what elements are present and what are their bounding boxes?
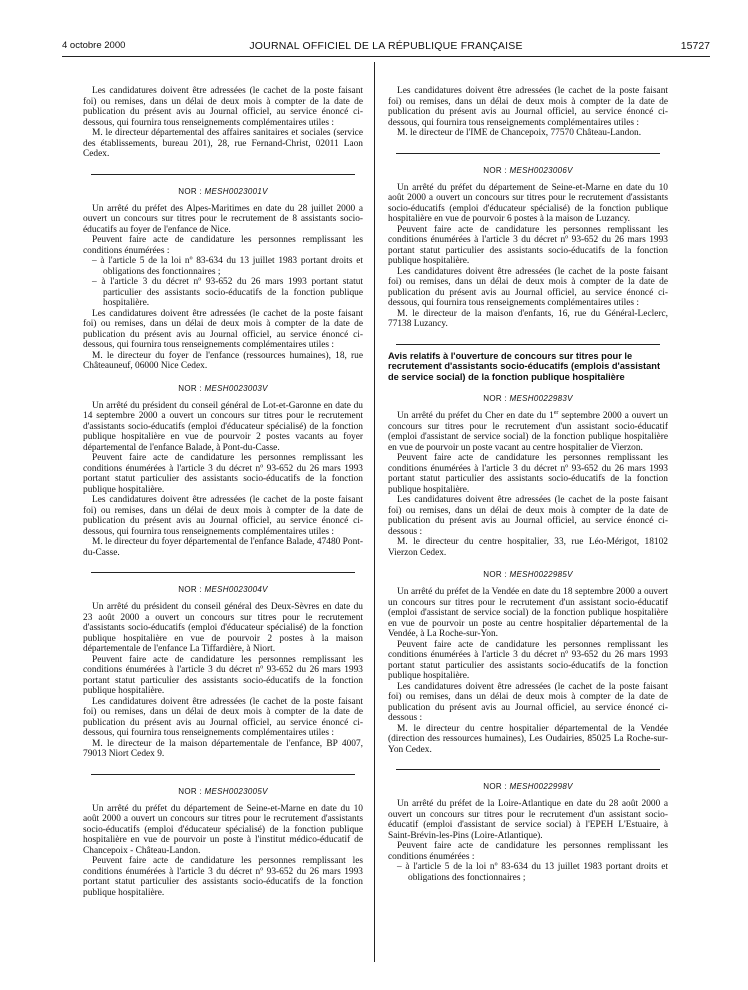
body-paragraph: M. le directeur du centre hospitalier départemental de la Vendée (direction des ressources humaines), Les Oudairies, 85025 La Roche-sur-Yon Cedex. bbox=[388, 723, 668, 755]
nor-reference bbox=[83, 787, 363, 796]
section-separator bbox=[91, 572, 355, 573]
nor-label: NOR : bbox=[178, 383, 202, 393]
body-paragraph: M. le directeur du centre hospitalier, 33, rue Léo-Mérigot, 18102 Vierzon Cedex. bbox=[388, 537, 668, 558]
nor-code: MESH0023005V bbox=[204, 786, 268, 796]
body-paragraph: Un arrêté du préfet des Alpes-Maritimes en date du 28 juillet 2000 a ouvert un concours sur titres pour le recrutement de 8 assistants socio-éducatifs au foyer de l'enfance de Nice. bbox=[83, 203, 363, 235]
nor-code: MESH0022983V bbox=[509, 394, 573, 404]
body-paragraph: Peuvent faire acte de candidature les personnes remplissant les conditions énumérées : bbox=[388, 841, 668, 862]
body-paragraph: Les candidatures doivent être adressées (le cachet de la poste faisant foi) ou remises, dans un délai de deux mois à compter de la date de publication du présent avis au Journal officiel, au service énoncé ci-dessous : bbox=[388, 495, 668, 537]
body-paragraph: Un arrêté du préfet du département de Seine-et-Marne en date du 10 août 2000 a ouvert un concours sur titres pour le recrutement d'assistants socio-éducatifs (emploi d'éducateur spécialisé) de la fonction publique hospitalière en vue de pourvoir 6 postes à la maison de Luzancy. bbox=[388, 182, 668, 224]
nor-label: NOR : bbox=[178, 186, 202, 196]
body-paragraph: Les candidatures doivent être adressées (le cachet de la poste faisant foi) ou remises, dans un délai de deux mois à compter de la date de publication du présent avis au Journal officiel, au service énoncé ci-dessous, qui fournira tous renseignements complémentaires utiles : bbox=[83, 308, 363, 350]
list-item: – à l'article 5 de la loi nº 83-634 du 13 juillet 1983 portant droits et obligations des fonctionnaires ; bbox=[397, 862, 668, 883]
body-paragraph: M. le directeur de la maison départementale de l'enfance, BP 4007, 79013 Niort Cedex 9. bbox=[83, 738, 363, 759]
nor-label: NOR : bbox=[178, 585, 202, 594]
nor-code: MESH0022998V bbox=[509, 782, 573, 792]
issue-date: 4 octobre 2000 bbox=[62, 40, 126, 51]
body-paragraph: Les candidatures doivent être adressées (le cachet de la poste faisant foi) ou remises, dans un délai de deux mois à compter de la date de publication du présent avis au Journal officiel, au service énoncé ci-dessous, qui fournira tous renseignements complémentaires utiles : bbox=[388, 266, 668, 308]
ordinal-suffix: er bbox=[553, 410, 559, 417]
nor-code: MESH0023004V bbox=[204, 585, 268, 594]
list-item: – à l'article 3 du décret nº 93-652 du 26 mars 1993 portant statut particulier des assistants socio-éducatifs de la fonction publique hospitalière. bbox=[92, 277, 363, 308]
section-separator bbox=[91, 774, 355, 775]
body-paragraph: M. le directeur du foyer départemental de l'enfance Balade, 47480 Pont-du-Casse. bbox=[83, 537, 363, 558]
nor-code: MESH0023003V bbox=[204, 383, 268, 393]
nor-reference bbox=[83, 187, 363, 196]
body-paragraph: Les candidatures doivent être adressées (le cachet de la poste faisant foi) ou remises, dans un délai de deux mois à compter de la date de publication du présent avis au Journal officiel, au service énoncé ci-dessous, qui fournira tous renseignements complémentaires utiles : bbox=[388, 86, 668, 128]
body-paragraph: Les candidatures doivent être adressées (le cachet de la poste faisant foi) ou remises, dans un délai de deux mois à compter de la date de publication du présent avis au Journal officiel, au service énoncé ci-dessous, qui fournira tous renseignements complémentaires utiles : bbox=[83, 86, 363, 128]
nor-label: NOR : bbox=[178, 786, 202, 796]
right-column bbox=[388, 86, 668, 966]
column-divider bbox=[374, 62, 375, 962]
section-separator bbox=[396, 769, 660, 770]
nor-label: NOR : bbox=[483, 165, 507, 175]
body-paragraph: Un arrêté du préfet du département de Seine-et-Marne en date du 10 août 2000 a ouvert un concours sur titres pour le recrutement d'assistants socio-éducatifs (emploi d'éducateur spécialisé) de la fonction publique hospitalière en vue de pourvoir un poste à l'institut médico-éducatif de Chancepoix - Château-Landon. bbox=[83, 803, 363, 856]
left-column bbox=[83, 86, 363, 966]
body-paragraph: Peuvent faire acte de candidature les personnes remplissant les conditions énumérées : bbox=[83, 235, 363, 256]
body-paragraph: Peuvent faire acte de candidature les personnes remplissant les conditions énumérées à l'article 3 du décret nº 93-652 du 26 mars 1993 portant statut particulier des assistants socio-éducatifs de la fonction publique hospitalière. bbox=[83, 654, 363, 696]
nor-code: MESH0022985V bbox=[509, 570, 573, 580]
header-rule bbox=[62, 56, 710, 57]
nor-code: MESH0023006V bbox=[509, 165, 573, 175]
nor-reference bbox=[388, 782, 668, 791]
body-paragraph: Un arrêté du préfet de la Vendée en date du 18 septembre 2000 a ouvert un concours sur titres pour le recrutement d'un assistant socio-éducatif (emploi d'assistant de service social) de la fonction publique hospitalière en vue de pourvoir un poste au centre hospitalier départemental de la Vendée, à La Roche-sur-Yon. bbox=[388, 587, 668, 640]
nor-label: NOR : bbox=[483, 394, 507, 404]
body-paragraph: Les candidatures doivent être adressées (le cachet de la poste faisant foi) ou remises, dans un délai de deux mois à compter de la date de publication du présent avis au Journal officiel, au service énoncé ci-dessous : bbox=[388, 681, 668, 724]
body-paragraph: Un arrêté du préfet de la Loire-Atlantique en date du 28 août 2000 a ouvert un concours sur titres pour le recrutement d'un assistant socio-éducatif (emploi d'assistant de service social) à l'EPEH L'Estuaire, à Saint-Brévin-les-Pins (Loire-Atlantique). bbox=[388, 799, 668, 841]
nor-label: NOR : bbox=[483, 782, 507, 792]
page-number: 15727 bbox=[680, 40, 710, 52]
section-heading: Avis relatifs à l'ouverture de concours sur titres pour le recrutement d'assistants socio-éducatifs (emplois d'assistant de service social) de la fonction publique hospitalière bbox=[388, 350, 661, 382]
nor-reference bbox=[388, 394, 668, 403]
nor-reference bbox=[83, 384, 363, 393]
body-paragraph: Un arrêté du président du conseil général de Lot-et-Garonne en date du 14 septembre 2000 a ouvert un concours sur titres pour le recrutement d'assistants socio-éducatifs (emploi d'éducateur spécialisé) de la fonction publique hospitalière en vue de pourvoir 2 postes vacants au foyer départemental de l'enfance Balade, à Pont-du-Casse. bbox=[83, 400, 363, 453]
page-header bbox=[62, 40, 710, 54]
body-paragraph: Les candidatures doivent être adressées (le cachet de la poste faisant foi) ou remises, dans un délai de deux mois à compter de la date de publication du présent avis au Journal officiel, au service énoncé ci-dessous, qui fournira tous renseignements complémentaires utiles : bbox=[83, 495, 363, 537]
body-paragraph: M. le directeur du foyer de l'enfance (ressources humaines), 18, rue Châteauneuf, 06000 Nice Cedex. bbox=[83, 350, 363, 371]
body-paragraph: Un arrêté du président du conseil général des Deux-Sèvres en date du 23 août 2000 a ouvert un concours sur titres pour le recrutement d'assistants socio-éducatifs (emploi d'éducateur spécialisé) de la fonction publique hospitalière en vue de pourvoir 2 postes à la maison départementale de l'enfance La Tiffardière, à Niort. bbox=[83, 602, 363, 654]
body-paragraph: Peuvent faire acte de candidature les personnes remplissant les conditions énumérées à l'article 3 du décret nº 93-652 du 26 mars 1993 portant statut particulier des assistants socio-éducatifs de la fonction publique hospitalière. bbox=[388, 224, 668, 266]
nor-code: MESH0023001V bbox=[204, 186, 268, 196]
body-paragraph: Les candidatures doivent être adressées (le cachet de la poste faisant foi) ou remises, dans un délai de deux mois à compter de la date de publication du présent avis au Journal officiel, au service énoncé ci-dessous, qui fournira tous renseignements complémentaires utiles : bbox=[83, 696, 363, 738]
body-paragraph: M. le directeur départemental des affaires sanitaires et sociales (service des établissements, bureau 201), 28, rue Fernand-Christ, 02011 Laon Cedex. bbox=[83, 128, 363, 159]
nor-label: NOR : bbox=[483, 570, 507, 580]
nor-reference bbox=[83, 585, 363, 594]
section-separator bbox=[396, 344, 660, 345]
body-paragraph: Peuvent faire acte de candidature les personnes remplissant les conditions énumérées à l'article 3 du décret nº 93-652 du 26 mars 1993 portant statut particulier des assistants socio-éducatifs de la fonction publique hospitalière. bbox=[83, 856, 363, 898]
body-paragraph: M. le directeur de la maison d'enfants, 16, rue du Général-Leclerc, 77138 Luzancy. bbox=[388, 308, 668, 329]
journal-title: JOURNAL OFFICIEL DE LA RÉPUBLIQUE FRANÇAISE bbox=[249, 40, 523, 52]
body-paragraph: Peuvent faire acte de candidature les personnes remplissant les conditions énumérées à l'article 3 du décret nº 93-652 du 26 mars 1993 portant statut particulier des assistants socio-éducatifs de la fonction publique hospitalière. bbox=[388, 453, 668, 495]
arrete-text: Un arrêté du préfet du Cher en date du 1 bbox=[397, 411, 554, 422]
list-item: – à l'article 5 de la loi nº 83-634 du 13 juillet 1983 portant droits et obligations des fonctionnaires ; bbox=[92, 256, 363, 277]
body-paragraph: M. le directeur de l'IME de Chancepoix, 77570 Château-Landon. bbox=[397, 128, 642, 138]
arrete-text: septembre 2000 a ouvert un concours sur titres pour le recrutement d'un assistant socio-éducatif (emploi d'assistant de service social) de la fonction publique hospitalière en vue de pourvoir un poste vacant au centre hospitalier de Vierzon. bbox=[388, 411, 668, 453]
body-paragraph: Peuvent faire acte de candidature les personnes remplissant les conditions énumérées à l'article 3 du décret nº 93-652 du 26 mars 1993 portant statut particulier des assistants socio-éducatifs de la fonction publique hospitalière. bbox=[83, 453, 363, 495]
nor-reference bbox=[388, 570, 668, 579]
section-separator bbox=[396, 153, 660, 154]
body-paragraph bbox=[388, 411, 668, 453]
section-separator bbox=[91, 174, 355, 175]
body-paragraph: Peuvent faire acte de candidature les personnes remplissant les conditions énumérées à l'article 3 du décret nº 93-652 du 26 mars 1993 portant statut particulier des assistants socio-éducatifs de la fonction publique hospitalière. bbox=[388, 639, 668, 682]
nor-reference bbox=[388, 166, 668, 175]
